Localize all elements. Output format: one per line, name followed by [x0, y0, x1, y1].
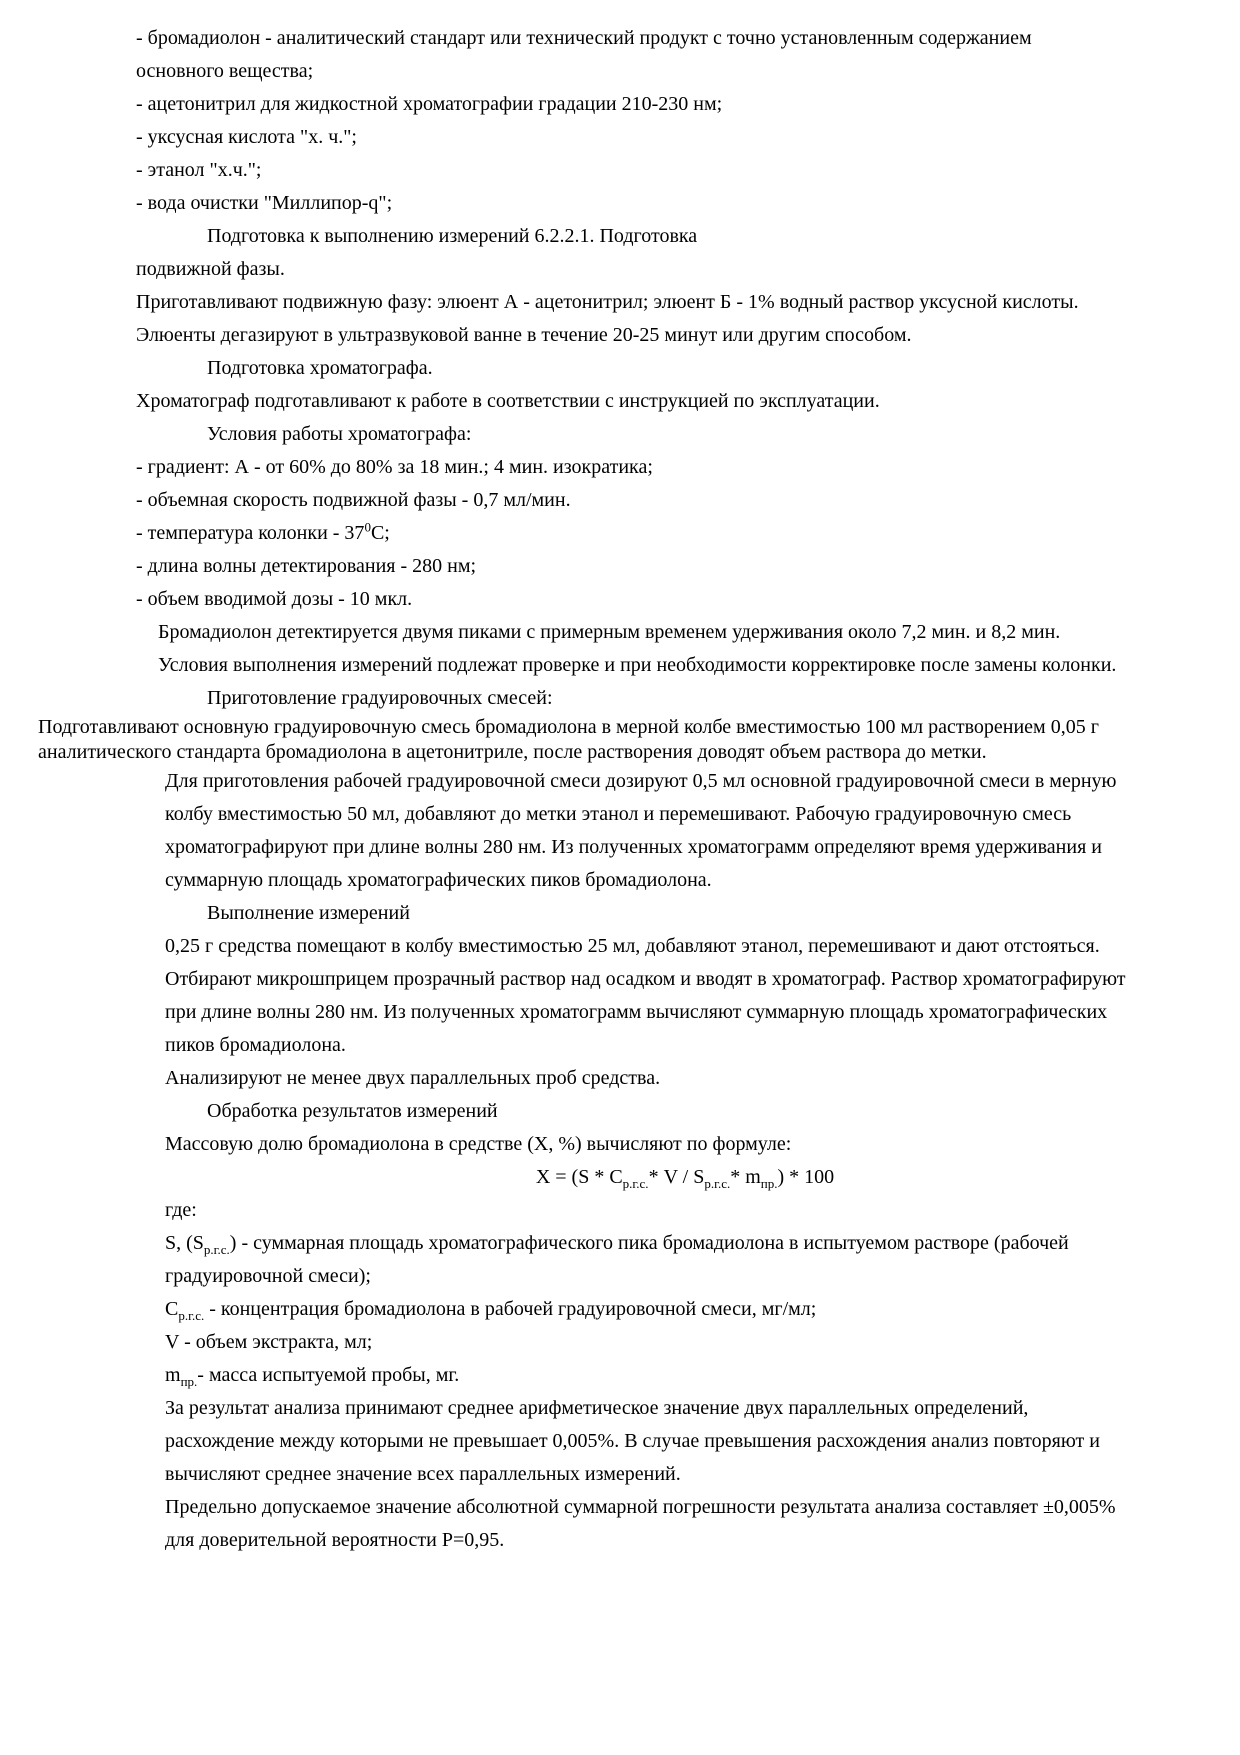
body-line	[165, 1029, 1240, 1062]
text-line: ) - суммарная площадь хроматографического пика бромадиолона в испытуемом растворе (рабочей	[229, 1232, 1069, 1254]
text-line: градуировочной смеси);	[165, 1265, 371, 1287]
heading-calibration-mixtures	[207, 682, 1240, 715]
text-line: Отбирают микрошприцем прозрачный раствор над осадком и вводят в хроматограф. Раствор хроматографируют	[165, 968, 1126, 990]
body-line	[158, 649, 1240, 682]
text-line: - этанол "х.ч.";	[136, 159, 262, 181]
body-line	[165, 1128, 1240, 1161]
body-line	[165, 765, 1240, 798]
text-line: За результат анализа принимают среднее арифметическое значение двух параллельных определений,	[165, 1397, 1029, 1419]
text-line: - ацетонитрил для жидкостной хроматографии градации 210-230 нм;	[136, 93, 723, 115]
text-line: - объем вводимой дозы - 10 мкл.	[136, 588, 413, 610]
text-line: - температура колонки - 37	[136, 522, 365, 544]
body-line	[165, 831, 1240, 864]
text-line: пиков бромадиолона.	[165, 1034, 346, 1056]
reagent-line	[136, 187, 1240, 220]
body-line	[165, 798, 1240, 831]
text-line: Подготавливают основную градуировочную смесь бромадиолона в мерной колбе вместимостью 100 мл растворением 0,05 г	[38, 716, 1099, 738]
text-line: - концентрация бромадиолона в рабочей градуировочной смеси, мг/мл;	[204, 1298, 817, 1320]
formula-part: ) * 100	[777, 1166, 835, 1188]
text-line: Условия работы хроматографа:	[207, 423, 472, 445]
text-line: - длина волны детектирования - 280 нм;	[136, 555, 477, 577]
text-line: для доверительной вероятности Р=0,95.	[165, 1529, 505, 1551]
superscript-zero: 0	[364, 519, 371, 535]
body-line	[165, 996, 1240, 1029]
text-line: расхождение между которыми не превышает 0,005%. В случае превышения расхождения анализ повторяют и	[165, 1430, 1100, 1452]
text-line: Подготовка хроматографа.	[207, 357, 433, 379]
text-line: суммарную площадь хроматографических пиков бромадиолона.	[165, 869, 712, 891]
text-line: при длине волны 280 нм. Из полученных хроматограмм вычисляют суммарную площадь хроматографических	[165, 1001, 1108, 1023]
heading-chromatograph-conditions	[207, 418, 1240, 451]
variable-definition	[165, 1359, 1240, 1392]
body-line	[136, 286, 1240, 319]
text-line: - объемная скорость подвижной фазы - 0,7 мл/мин.	[136, 489, 571, 511]
body-line	[165, 1491, 1240, 1524]
text-line: колбу вместимостью 50 мл, добавляют до метки этанол и перемешивают. Рабочую градуировочную смесь	[165, 803, 1072, 825]
text-line: аналитического стандарта бромадиолона в ацетонитриле, после растворения доводят объем раствора до метки.	[38, 741, 987, 763]
subscript-rgs: р.г.с.	[178, 1308, 205, 1323]
condition-line-temperature	[136, 517, 1240, 550]
text-line: Приготавливают подвижную фазу: элюент А - ацетонитрил; элюент Б - 1% водный раствор уксусной кислоты.	[136, 291, 1079, 313]
text-line: m	[165, 1364, 181, 1386]
condition-line	[136, 550, 1240, 583]
text-line: - уксусная кислота "х. ч.";	[136, 126, 357, 148]
text-line: - бромадиолон - аналитический стандарт или технический продукт с точно установленным содержанием	[136, 27, 1032, 49]
body-line	[136, 253, 1240, 286]
text-line: Массовую долю бромадиолона в средстве (X, %) вычисляют по формуле:	[165, 1133, 792, 1155]
condition-line	[136, 583, 1240, 616]
body-line	[165, 930, 1240, 963]
variable-definition	[165, 1293, 1240, 1326]
text-line: - вода очистки "Миллипор-q";	[136, 192, 393, 214]
body-line	[38, 715, 1240, 740]
heading-measurement-execution	[207, 897, 1240, 930]
reagent-line	[136, 154, 1240, 187]
body-line	[165, 1425, 1240, 1458]
text-line: Бромадиолон детектируется двумя пиками с примерным временем удерживания около 7,2 мин. и 8,2 мин.	[158, 621, 1061, 643]
text-line: где:	[165, 1199, 197, 1221]
body-line	[165, 864, 1240, 897]
variable-definition	[165, 1260, 1240, 1293]
heading-chromatograph-preparation	[207, 352, 1240, 385]
text-line: Предельно допускаемое значение абсолютной суммарной погрешности результата анализа составляет ±0,005%	[165, 1496, 1116, 1518]
formula	[165, 1161, 1205, 1194]
condition-line	[136, 484, 1240, 517]
text-line: Условия выполнения измерений подлежат проверке и при необходимости корректировке после замены колонки.	[158, 654, 1117, 676]
subscript-rgs: р.г.с.	[203, 1242, 230, 1257]
text-line: С	[165, 1298, 179, 1320]
text-line: С;	[370, 522, 390, 544]
formula-part: X = (S * C	[535, 1166, 623, 1188]
variable-definition	[165, 1227, 1240, 1260]
text-line: Анализируют не менее двух параллельных проб средства.	[165, 1067, 661, 1089]
body-line	[165, 1458, 1240, 1491]
heading-preparation-measurements	[207, 220, 1240, 253]
text-line: Хроматограф подготавливают к работе в соответствии с инструкцией по эксплуатации.	[136, 390, 880, 412]
heading-results-processing	[207, 1095, 1240, 1128]
text-line: Выполнение измерений	[207, 902, 410, 924]
reagent-line	[136, 121, 1240, 154]
text-line: вычисляют среднее значение всех параллельных измерений.	[165, 1463, 681, 1485]
subscript-pr: пр.	[180, 1374, 198, 1389]
text-line: V - объем экстракта, мл;	[165, 1331, 373, 1353]
reagent-line	[136, 55, 1240, 88]
body-line	[136, 319, 1240, 352]
text-line: подвижной фазы.	[136, 258, 285, 280]
text-line: Подготовка к выполнению измерений 6.2.2.1. Подготовка	[207, 225, 698, 247]
text-line: 0,25 г средства помещают в колбу вместимостью 25 мл, добавляют этанол, перемешивают и дают отстояться.	[165, 935, 1100, 957]
formula-part: * m	[730, 1166, 761, 1188]
text-line: основного вещества;	[136, 60, 314, 82]
condition-line	[136, 451, 1240, 484]
body-line	[38, 740, 1240, 765]
reagent-line	[136, 88, 1240, 121]
body-line	[165, 1062, 1240, 1095]
subscript-pr: пр.	[760, 1176, 778, 1191]
body-line	[165, 1194, 1240, 1227]
subscript-rgs: р.г.с.	[622, 1176, 649, 1191]
text-line: Приготовление градуировочных смесей:	[207, 687, 553, 709]
reagent-line	[136, 22, 1240, 55]
formula-part: * V / S	[648, 1166, 705, 1188]
text-line: Элюенты дегазируют в ультразвуковой ванне в течение 20-25 минут или другим способом.	[136, 324, 912, 346]
text-line: Для приготовления рабочей градуировочной смеси дозируют 0,5 мл основной градуировочной смеси в мерную	[165, 770, 1117, 792]
text-line: S, (S	[165, 1232, 204, 1254]
text-line: - масса испытуемой пробы, мг.	[197, 1364, 460, 1386]
text-line: - градиент: А - от 60% до 80% за 18 мин.; 4 мин. изократика;	[136, 456, 653, 478]
text-line: Обработка результатов измерений	[207, 1100, 498, 1122]
text-line: хроматографируют при длине волны 280 нм. Из полученных хроматограмм определяют время удерживания и	[165, 836, 1102, 858]
subscript-rgs: р.г.с.	[704, 1176, 731, 1191]
body-line	[165, 1524, 1240, 1557]
body-line	[158, 616, 1240, 649]
body-line	[136, 385, 1240, 418]
body-line	[165, 1392, 1240, 1425]
body-line	[165, 963, 1240, 996]
variable-definition	[165, 1326, 1240, 1359]
